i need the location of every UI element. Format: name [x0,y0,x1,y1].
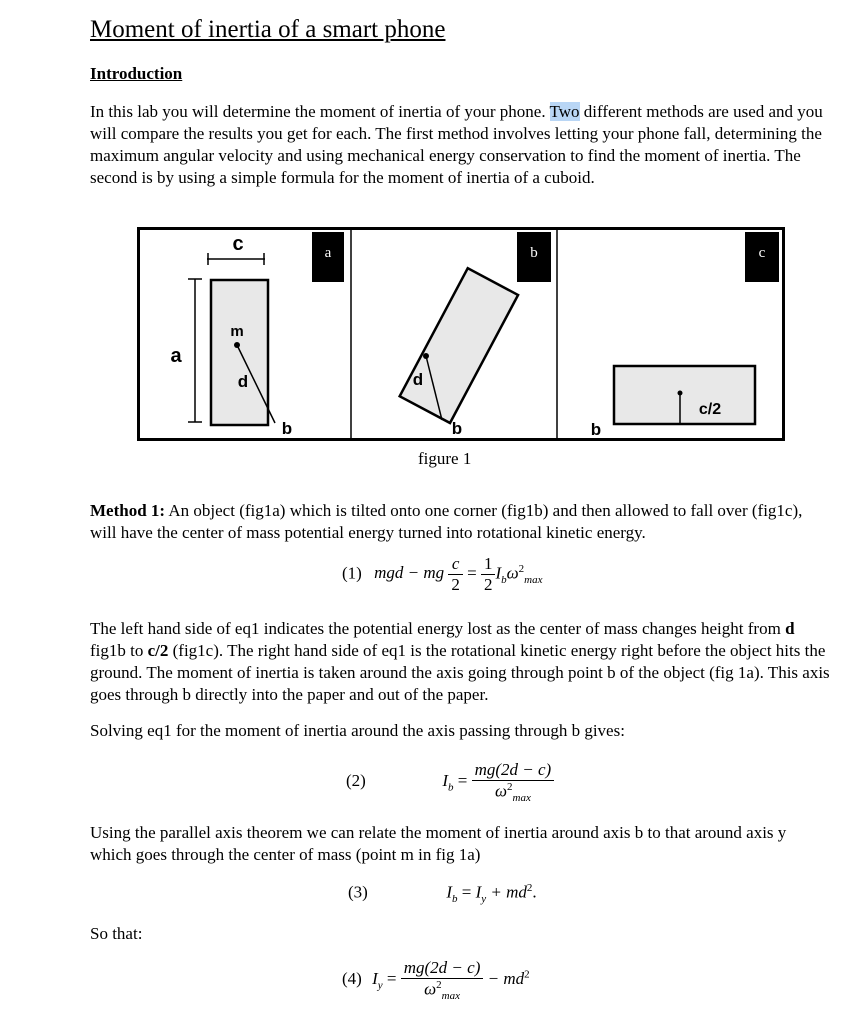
section-heading-introduction: Introduction [90,64,183,83]
equation-2: (2) $I_b$ = $\frac{mg(2d - c)}{\omega^2_{max}}$ [346,760,554,804]
panel-a-label: a [324,245,332,261]
label-d-b: d [412,370,424,389]
equation-1: (1) mgd − mg $\frac{c}{2}$ = $\frac{1}{2}$ $I_b\omega^2_{max}$ [342,554,543,594]
solving-paragraph: Solving eq1 for the moment of inertia around the axis passing through b gives: [90,721,625,740]
phone-rect-b [400,268,518,423]
label-d-a: d [237,372,249,391]
label-a-side: a [170,345,182,367]
page-title: Moment of inertia of a smart phone [90,16,446,43]
phone-rect-c [614,366,755,424]
panel-b-label: b [530,245,538,261]
label-m: m [230,323,244,340]
label-b-a: b [281,419,293,438]
so-that-text: So that: [90,924,143,943]
equation-3: (3) $I_b = I_y + md^2$. [348,882,537,906]
equation-4: (4) $I_y$ = $\frac{mg(2d - c)}{\omega^2_{max}}$ − $md^2$ [342,958,530,1003]
panel-c-label: c [758,245,766,261]
label-b-c: b [590,420,602,438]
label-c-half: c/2 [698,401,722,418]
eq1-explanation: The left hand side of eq1 indicates the potential energy lost as the center of mass changes height from d fig1b to c/2 (fig1c). The right hand side of eq1 is the rotational kinetic energy right before the object hits the ground. The moment of inertia is taken around the axis going through point b of the object (fig 1a). This axis goes through b directly into the paper and out of the paper. [90,619,830,704]
intro-paragraph: In this lab you will determine the moment of inertia of your phone. Two different methods are used and you will compare the results you get for each. The first method involves letting your phone fall, determining the maximum angular velocity and using mechanical energy conservation to find the moment of inertia. The second is by using a simple formula for the moment of inertia of a cuboid. [90,102,823,187]
label-c-top: c [232,233,244,255]
highlighted-word: Two [549,102,580,121]
method1-label: Method 1: [90,501,166,520]
figure-caption: figure 1 [418,449,472,468]
parallel-axis-paragraph: Using the parallel axis theorem we can relate the moment of inertia around axis b to that around axis y which goes through the center of mass (point m in fig 1a) [90,823,787,864]
phone-rect-a [211,280,268,425]
label-b-b: b [451,419,463,438]
method1-paragraph: Method 1: An object (fig1a) which is tilted onto one corner (fig1b) and then allowed to fall over (fig1c), will have the center of mass potential energy turned into rotational kinetic energy. [90,501,803,542]
figure-1 [137,227,785,441]
